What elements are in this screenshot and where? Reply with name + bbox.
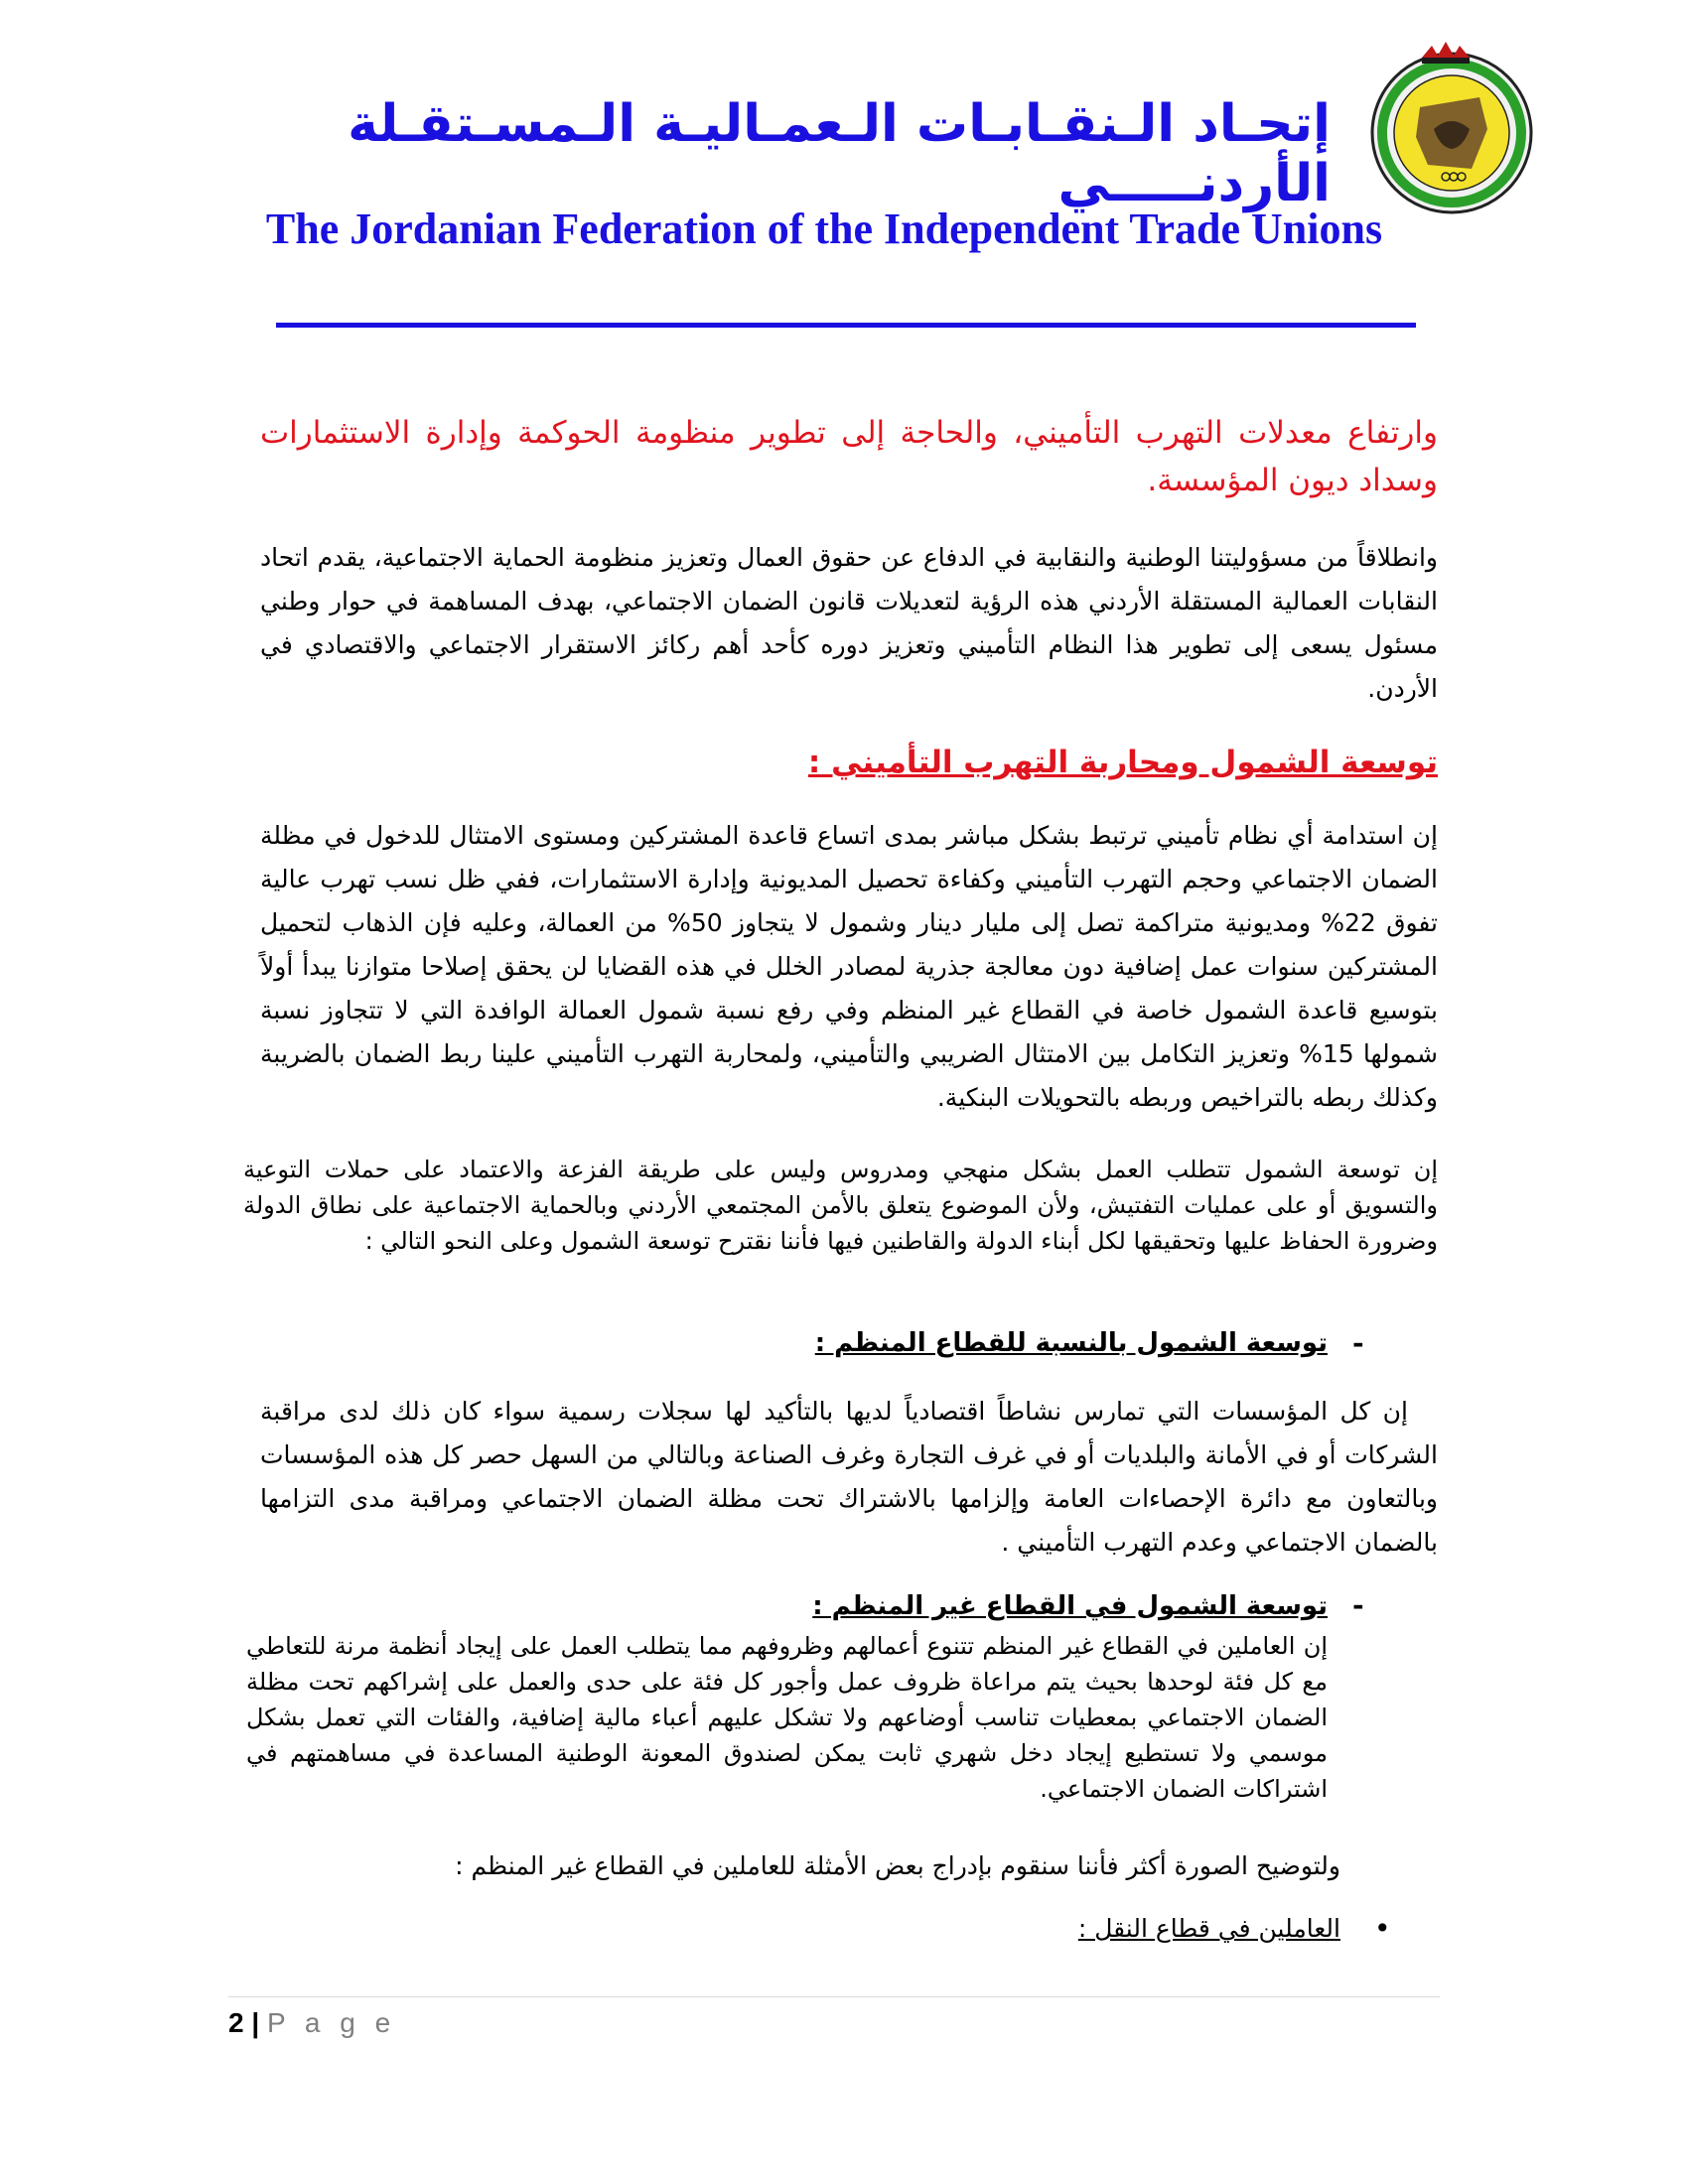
- bullet-item-transport: العاملين في قطاع النقل :: [1077, 1914, 1340, 1943]
- federation-logo: [1362, 38, 1541, 216]
- page-number: 2: [228, 2007, 244, 2038]
- bullet-icon: •: [1374, 1912, 1391, 1945]
- page-label: P a g e: [266, 2007, 397, 2038]
- intro-paragraph: وانطلاقاً من مسؤوليتنا الوطنية والنقابية في الدفاع عن حقوق العمال وتعزيز منظومة الحماية الاجتماعية، يقدم اتحاد النقابات العمالية المستقلة الأردني هذه الرؤية لتعديلات قانون الضمان الاجتماعي، بهدف المساهمة في حوار وطني مسئول يسعى إلى تطوير هذا النظام التأميني وتعزيز دوره كأحد أهم ركائز الاستقرار الاجتماعي والاقتصادي في الأردن.: [260, 543, 1438, 703]
- header-title-english: The Jordanian Federation of the Independent Trade Unions: [265, 205, 1383, 253]
- informal-sector-paragraph: إن العاملين في القطاع غير المنظم تتنوع أعمالهم وظروفهم مما يتطلب العمل على إيجاد أنظمة مرنة للتعاطي مع كل فئة لوحدها بحيث يتم مراعاة ظروف عمل وأجور كل فئة على حدى والعمل على إشراكهم تحت مظلة الضمان الاجتماعي بمعطيات تناسب أوضاعهم ولا تشكل عليهم أعباء مالية إضافية، والفئات التي تعمل بشكل موسمي ولا تستطيع إيجاد دخل شهري ثابت يمكن لصندوق المعونة الوطنية المساعدة في مساهمتهم في اشتراكات الضمان الاجتماعي.: [246, 1632, 1328, 1803]
- dash-marker: -: [1352, 1326, 1364, 1359]
- sub-heading-informal-sector: توسعة الشمول في القطاع غير المنظم :: [812, 1591, 1328, 1621]
- organized-sector-paragraph: إن كل المؤسسات التي تمارس نشاطاً اقتصادياً لديها بالتأكيد لها سجلات رسمية سواء كان ذلك لدى مراقبة الشركات أو في الأمانة والبلديات أو في غرف التجارة وغرف الصناعة وبالتالي من السهل حصر كل هذه المؤسسات وبالتعاون مع دائرة الإحصاءات العامة وإلزامها بالاشتراك تحت مظلة الضمان الاجتماعي ومراقبة مدى التزامها بالضمان الاجتماعي وعدم التهرب التأميني .: [260, 1397, 1438, 1557]
- dash-marker: -: [1352, 1588, 1364, 1621]
- intro-red-paragraph: وارتفاع معدلات التهرب التأميني، والحاجة إلى تطوير منظومة الحوكمة وإدارة الاستثمارات وسداد ديون المؤسسة.: [260, 415, 1438, 498]
- section-paragraph-2: إن توسعة الشمول تتطلب العمل بشكل منهجي ومدروس وليس على طريقة الفزعة والاعتماد على حملات التوعية والتسويق أو على عمليات التفتيش، ولأن الموضوع يتعلق بالأمن المجتمعي الأردني وبالحماية الاجتماعية على نطاق الدولة وضرورة الحفاظ عليها وتحقيقها لكل أبناء الدولة والقاطنين فيها فأننا نقترح توسعة الشمول وعلى النحو التالي :: [243, 1156, 1438, 1255]
- section-paragraph-1: إن استدامة أي نظام تأميني ترتبط بشكل مباشر بمدى اتساع قاعدة المشتركين ومستوى الامتثال للدخول في مظلة الضمان الاجتماعي وحجم التهرب التأميني وكفاءة تحصيل المديونية وإدارة الاستثمارات، ففي ظل نسب تهرب عالية تفوق 22% ومديونية متراكمة تصل إلى مليار دينار وشمول لا يتجاوز 50% من العمالة، وعليه فإن الذهاب لتحميل المشتركين سنوات عمل إضافية دون معالجة جذرية لمصادر الخلل في هذه القضايا لن يحقق إصلاحا متوازنا يبدأ أولاً بتوسيع قاعدة الشمول خاصة في القطاع غير المنظم وفي رفع نسبة شمول العمالة الوافدة التي لا تتجاوز نسبة شمولها 15% وتعزيز التكامل بين الامتثال الضريبي والتأميني، ولمحاربة التهرب التأميني علينا ربط الضمان بالضريبة وكذلك ربطه بالتراخيص وربطه بالتحويلات البنكية.: [260, 821, 1438, 1112]
- page-footer: [228, 2007, 396, 2039]
- footer-separator: |: [251, 2007, 260, 2038]
- footer-divider: [228, 1996, 1440, 1997]
- sub-heading-organized-sector: توسعة الشمول بالنسبة للقطاع المنظم :: [814, 1328, 1328, 1358]
- header-divider: [276, 323, 1416, 328]
- header-title-arabic: إتحـاد الـنقـابـات الـعمـاليـة الـمسـتقـلة الأردنـــــي: [348, 94, 1331, 213]
- section-heading: توسعة الشمول ومحاربة التهرب التأميني :: [807, 745, 1438, 780]
- examples-intro: ولتوضيح الصورة أكثر فأننا سنقوم بإدراج بعض الأمثلة للعاملين في القطاع غير المنظم :: [455, 1851, 1340, 1880]
